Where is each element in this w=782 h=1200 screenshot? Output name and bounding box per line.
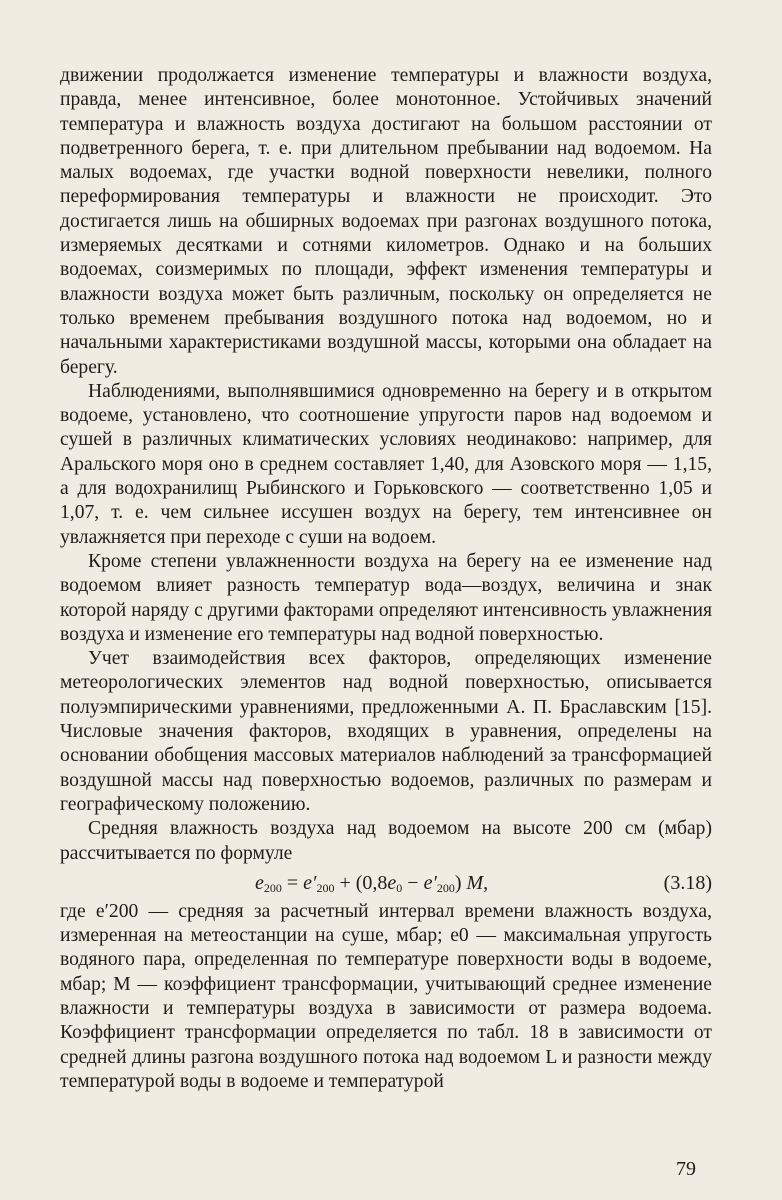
page-body <box>60 64 712 1094</box>
paragraph-1: движении продолжается изменение температуры и влажности воздуха, правда, менее интенсивное, более монотонное. Устойчивых значений температура и влажность воздуха достигают на большом расстоянии от подветренного берега, т. е. при длительном пребывании над водоемом. На малых водоемах, где участки водной поверхности невелики, полного переформирования температуры и влажности не происходит. Это достигается лишь на обширных водоемах при разгонах воздушного потока, измеряемых десятками и сотнями километров. Однако и на больших водоемах, соизмеримых по площади, эффект изменения температуры и влажности воздуха может быть различным, поскольку он определяется не только временем пребывания воздушного потока над водоемом, но и начальными характеристиками воздушной массы, которыми она обладает на берегу. <box>60 65 712 378</box>
paragraph-5: Средняя влажность воздуха над водоемом на высоте 200 см (мбар) рассчитывается по формуле <box>60 818 712 864</box>
formula-number: (3.18) <box>663 871 712 894</box>
paragraph-3: Кроме степени увлажненности воздуха на берегу на ее изменение над водоемом влияет разность температур вода—воздух, величина и знак которой наряду с другими факторами определяют интенсивность увлажнения воздуха и изменение его температуры над водной поверхностью. <box>60 550 712 645</box>
paragraph-2: Наблюдениями, выполнявшимися одновременно на берегу и в открытом водоеме, установлено, что соотношение упругости паров над водоемом и сушей в различных климатических условиях неодинаково: например, для Аральского моря оно в среднем составляет 1,40, для Азовского моря — 1,15, а для водохранилищ Рыбинского и Горьковского — соответственно 1,05 и 1,07, т. е. чем сильнее иссушен воздух на берегу, тем интенсивнее он увлажняется при переходе с суши на водоем. <box>60 380 712 548</box>
formula-explanation: где e′200 — средняя за расчетный интервал времени влажность воздуха, измеренная на метеостанции на суше, мбар; e0 — максимальная упругость водяного пара, определенная по температуре поверхности воды в водоеме, мбар; M — коэффициент трансформации, учитывающий среднее изменение влажности и температуры воздуха в зависимости от размера водоема. Коэффициент трансформации определяется по табл. 18 в зависимости от средней длины разгона воздушного потока над водоемом L и разности между температурой воды в водоеме и температурой <box>60 900 712 1092</box>
page-number: 79 <box>676 1158 696 1180</box>
formula-3-18 <box>60 866 712 900</box>
paragraph-4: Учет взаимодействия всех факторов, определяющих изменение метеорологических элементов над водной поверхностью, описывается полуэмпирическими уравнениями, предложенными А. П. Браславским [15]. Числовые значения факторов, входящих в уравнения, определены на основании обобщения массовых материалов наблюдений за трансформацией воздушной массы над поверхностью водоемов, различных по размерам и географическому положению. <box>60 648 712 815</box>
formula-expression: $e_{200} = e'_{200} + (0,8e_0 - e'_{200})$ M, <box>255 871 489 895</box>
